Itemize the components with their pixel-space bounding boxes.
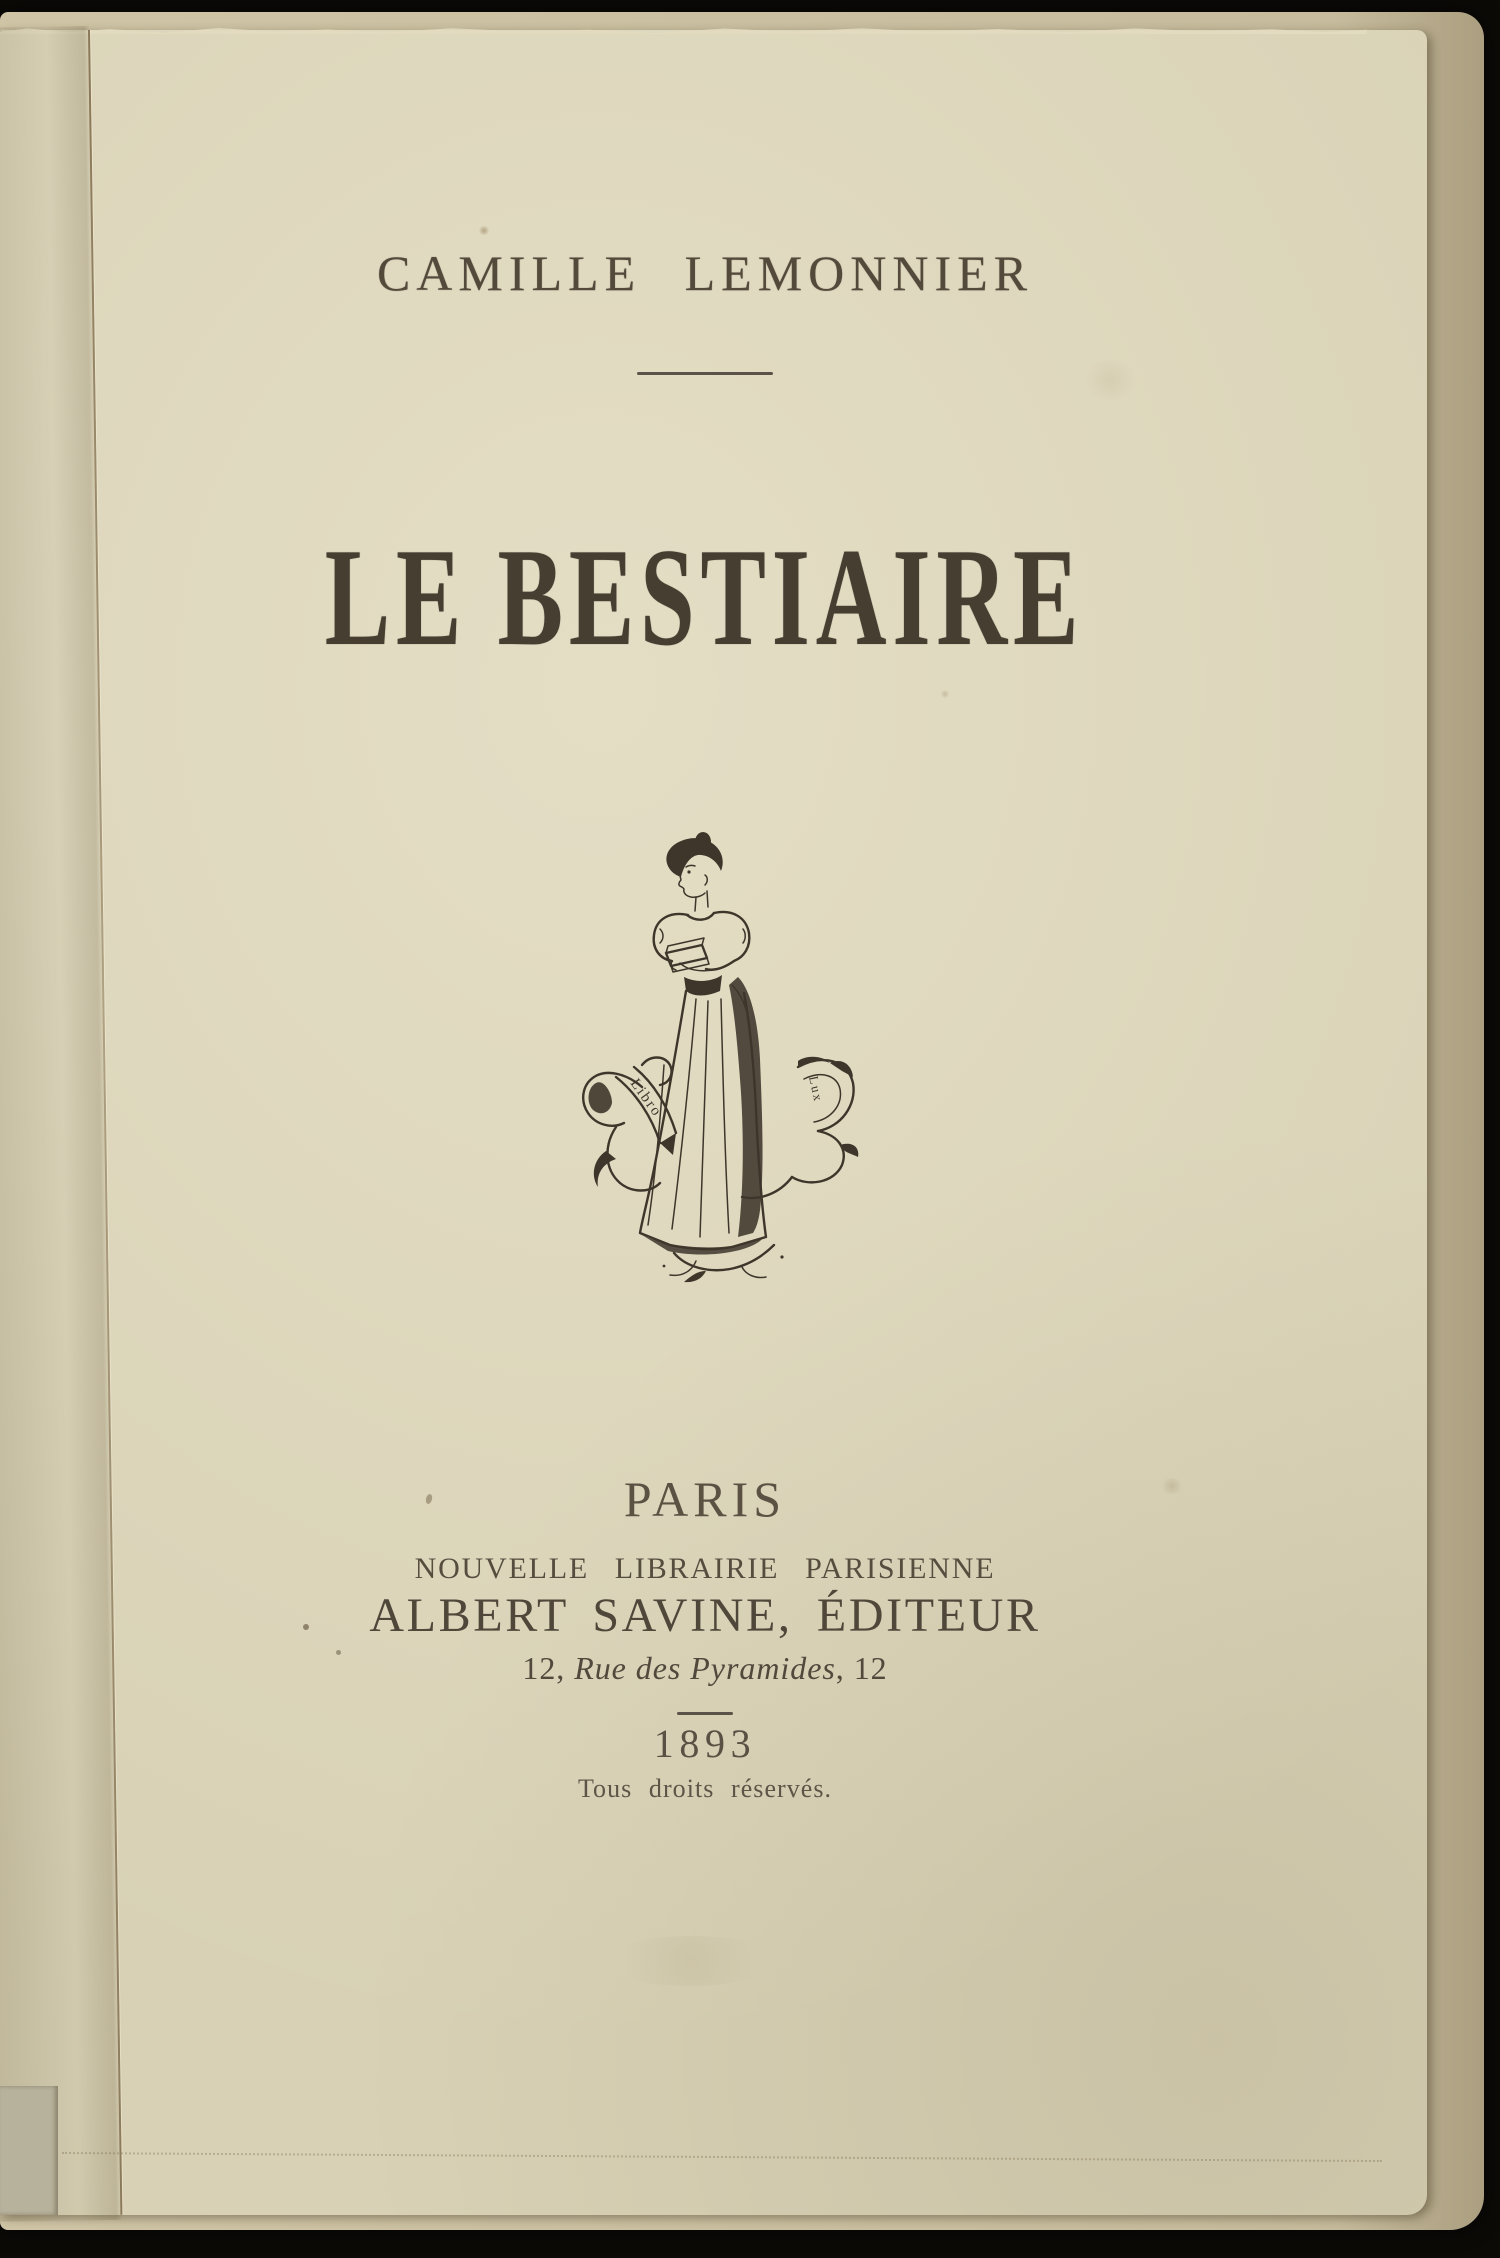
- author-name: CAMILLE LEMONNIER: [376, 245, 1034, 301]
- woman-figure: [640, 832, 766, 1255]
- address-number-prefix: 12,: [522, 1650, 575, 1686]
- rights-notice: Tous droits réservés.: [577, 1774, 833, 1803]
- imprint-series: NOUVELLE LIBRAIRIE PARISIENNE: [414, 1552, 996, 1585]
- imprint-city: PARIS: [623, 1471, 787, 1527]
- address-number-suffix: , 12: [835, 1650, 888, 1686]
- top-divider-rule: [637, 372, 773, 375]
- book-title-text: LE BESTIAIRE: [325, 520, 1085, 675]
- imprint-year: 1893: [653, 1721, 757, 1766]
- title-page-content: [0, 30, 1410, 2215]
- bottom-divider-rule: [677, 1712, 733, 1715]
- title-page: [0, 30, 1427, 2215]
- address-street-name: Rue des Pyramides: [574, 1650, 836, 1686]
- publisher-device-vignette: [6, 825, 1416, 1287]
- book-title: [0, 520, 1410, 675]
- ribbon-left-label: Libro: [626, 1075, 666, 1121]
- imprint-address: [0, 1652, 1410, 1684]
- ribbon-right-label: Lux: [806, 1074, 827, 1104]
- imprint-publisher: ALBERT SAVINE, ÉDITEUR: [369, 1589, 1041, 1642]
